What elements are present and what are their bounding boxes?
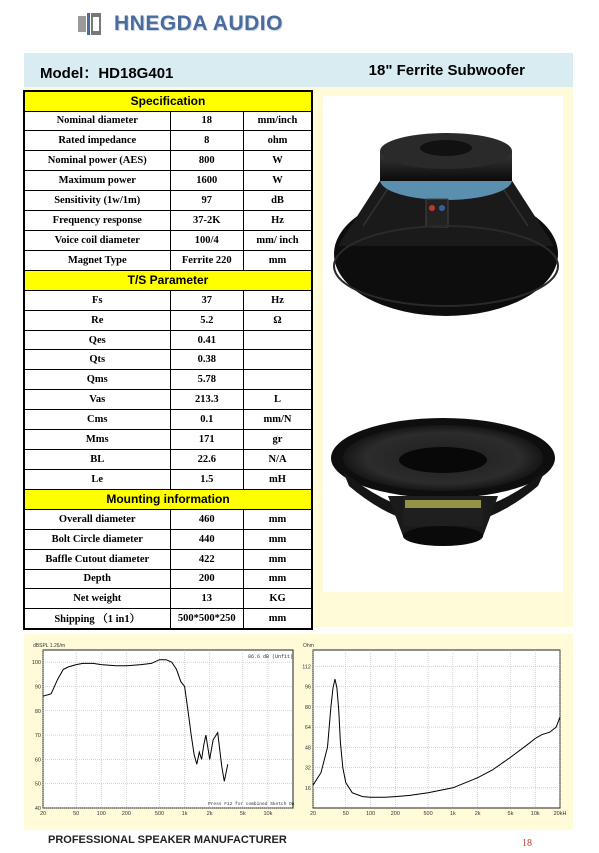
cell-name: Frequency response xyxy=(24,211,170,231)
table-row xyxy=(24,151,312,171)
model-header xyxy=(24,53,573,87)
cell-unit: mm xyxy=(244,250,313,270)
table-row xyxy=(24,569,312,589)
cell-name: Re xyxy=(24,310,170,330)
x-tick-label: 500 xyxy=(154,811,165,817)
cell-value: 97 xyxy=(170,191,244,211)
cell-unit xyxy=(244,330,313,350)
table-row xyxy=(24,230,312,250)
y-tick-label: 96 xyxy=(304,684,311,691)
x-tick-label: 5k xyxy=(507,811,514,817)
cell-value: 0.38 xyxy=(170,350,244,370)
y-tick-label: 80 xyxy=(34,708,41,715)
cell-unit: Ω xyxy=(244,310,313,330)
cell-name: Shipping （1 in1） xyxy=(24,609,170,629)
plot-frame xyxy=(313,650,560,808)
cell-unit: mm xyxy=(244,609,313,629)
cell-name: Nominal power (AES) xyxy=(24,151,170,171)
model-label: Model：HD18G401 xyxy=(40,65,174,82)
table-row xyxy=(24,131,312,151)
cell-value: 1.5 xyxy=(170,469,244,489)
product-photos xyxy=(323,96,563,592)
y-tick-label: 64 xyxy=(304,725,311,732)
cell-value: 100/4 xyxy=(170,230,244,250)
y-tick-label: 48 xyxy=(304,745,311,752)
table-row xyxy=(24,330,312,350)
y-tick-label: 112 xyxy=(302,664,311,671)
brand-logo xyxy=(78,9,283,39)
table-row xyxy=(24,390,312,410)
x-tick-label: 10k xyxy=(263,811,273,817)
cell-name: Qes xyxy=(24,330,170,350)
table-row xyxy=(24,290,312,310)
x-tick-label: 20 xyxy=(39,811,47,817)
cell-unit: W xyxy=(244,151,313,171)
cell-value: 37 xyxy=(170,290,244,310)
cell-unit: W xyxy=(244,171,313,191)
speaker-rear-photo xyxy=(334,133,558,316)
table-row xyxy=(24,410,312,430)
x-tick-label: 100 xyxy=(96,811,106,817)
cell-unit: mm/ inch xyxy=(244,230,313,250)
table-row xyxy=(24,450,312,470)
cell-value: 18 xyxy=(170,111,244,131)
section-mounting: Mounting information xyxy=(24,489,312,509)
y-tick-label: 90 xyxy=(34,684,41,691)
x-tick-label: 2k xyxy=(474,811,481,817)
logo-mark-icon xyxy=(78,13,108,35)
cell-value: 422 xyxy=(170,549,244,569)
spec-table xyxy=(23,90,313,630)
cell-name: Fs xyxy=(24,290,170,310)
table-row xyxy=(24,310,312,330)
table-row xyxy=(24,350,312,370)
cell-value: 22.6 xyxy=(170,450,244,470)
cell-name: BL xyxy=(24,450,170,470)
cell-unit: N/A xyxy=(244,450,313,470)
cell-unit: Hz xyxy=(244,211,313,231)
cell-unit: dB xyxy=(244,191,313,211)
table-row xyxy=(24,469,312,489)
cell-unit: mm/inch xyxy=(244,111,313,131)
x-tick-label: 10k xyxy=(530,811,540,817)
table-row xyxy=(24,211,312,231)
table-row xyxy=(24,609,312,629)
cell-unit: mm xyxy=(244,529,313,549)
cell-name: Rated impedance xyxy=(24,131,170,151)
table-row xyxy=(24,250,312,270)
cell-name: Overall diameter xyxy=(24,509,170,529)
cell-unit: gr xyxy=(244,430,313,450)
cell-value: 13 xyxy=(170,589,244,609)
cell-unit: ohm xyxy=(244,131,313,151)
y-tick-label: 80 xyxy=(304,704,311,711)
cell-unit: mm/N xyxy=(244,410,313,430)
cell-value: 500*500*250 xyxy=(170,609,244,629)
x-tick-label: 100 xyxy=(365,811,376,817)
x-tick-label: 20kH xyxy=(553,811,567,817)
cell-name: Cms xyxy=(24,410,170,430)
table-row xyxy=(24,529,312,549)
x-tick-label: 1k xyxy=(449,811,456,817)
cell-value: 171 xyxy=(170,430,244,450)
y-tick-label: 60 xyxy=(34,757,41,764)
plot-frame xyxy=(43,650,293,808)
cell-value: 0.41 xyxy=(170,330,244,350)
y-tick-label: 100 xyxy=(31,660,41,667)
cell-unit xyxy=(244,350,313,370)
x-tick-label: 2k xyxy=(206,811,213,817)
cell-value: 5.2 xyxy=(170,310,244,330)
speaker-front-photo xyxy=(331,418,555,546)
cell-value: Ferrite 220 xyxy=(170,250,244,270)
table-row xyxy=(24,430,312,450)
cell-unit xyxy=(244,370,313,390)
cell-unit: Hz xyxy=(244,290,313,310)
cell-value: 200 xyxy=(170,569,244,589)
cell-name: Qts xyxy=(24,350,170,370)
cell-value: 213.3 xyxy=(170,390,244,410)
cell-name: Bolt Circle diameter xyxy=(24,529,170,549)
table-row xyxy=(24,509,312,529)
section-ts-parameter: T/S Parameter xyxy=(24,270,312,290)
cell-name: Maximum power xyxy=(24,171,170,191)
chart-annotation: 86.6 dB (Unfit) xyxy=(248,654,294,660)
cell-value: 8 xyxy=(170,131,244,151)
cell-value: 5.78 xyxy=(170,370,244,390)
cell-unit: mH xyxy=(244,469,313,489)
table-row xyxy=(24,370,312,390)
cell-name: Nominal diameter xyxy=(24,111,170,131)
cell-unit: KG xyxy=(244,589,313,609)
product-type: 18" Ferrite Subwoofer xyxy=(368,62,525,79)
y-tick-label: 16 xyxy=(304,785,311,792)
cell-name: Mms xyxy=(24,430,170,450)
cell-name: Voice coil diameter xyxy=(24,230,170,250)
x-tick-label: 200 xyxy=(121,811,131,817)
cell-unit: L xyxy=(244,390,313,410)
cell-name: Baffle Cutout diameter xyxy=(24,549,170,569)
cell-name: Qms xyxy=(24,370,170,390)
cell-value: 1600 xyxy=(170,171,244,191)
y-axis-label: dBSPL 1.26/m xyxy=(33,643,66,649)
y-tick-label: 40 xyxy=(34,806,41,812)
x-tick-label: 200 xyxy=(390,811,400,817)
table-row xyxy=(24,191,312,211)
page-number: 18 xyxy=(522,838,532,849)
x-tick-label: 20 xyxy=(309,811,317,817)
cell-name: Sensitivity (1w/1m) xyxy=(24,191,170,211)
response-graphs xyxy=(28,638,568,825)
y-tick-label: 32 xyxy=(304,765,311,772)
x-tick-label: 5k xyxy=(239,811,246,817)
cell-value: 37-2K xyxy=(170,211,244,231)
table-row xyxy=(24,171,312,191)
footer-title: PROFESSIONAL SPEAKER MANUFACTURER xyxy=(48,834,287,846)
cell-name: Magnet Type xyxy=(24,250,170,270)
x-tick-label: 50 xyxy=(73,811,80,817)
cell-unit: mm xyxy=(244,509,313,529)
cell-name: Le xyxy=(24,469,170,489)
cell-name: Net weight xyxy=(24,589,170,609)
brand-name: HNEGDA AUDIO xyxy=(114,12,283,35)
cell-value: 440 xyxy=(170,529,244,549)
section-specification: Specification xyxy=(24,91,312,111)
cell-unit: mm xyxy=(244,569,313,589)
cell-unit: mm xyxy=(244,549,313,569)
chart-footnote: Press F12 for combined Sketch On xyxy=(208,802,295,807)
x-tick-label: 500 xyxy=(423,811,433,817)
table-row xyxy=(24,549,312,569)
cell-value: 800 xyxy=(170,151,244,171)
cell-name: Vas xyxy=(24,390,170,410)
cell-value: 460 xyxy=(170,509,244,529)
table-row xyxy=(24,111,312,131)
x-tick-label: 1k xyxy=(181,811,188,817)
y-tick-label: 70 xyxy=(34,733,41,740)
cell-value: 0.1 xyxy=(170,410,244,430)
y-tick-label: 50 xyxy=(34,781,41,788)
cell-name: Depth xyxy=(24,569,170,589)
x-tick-label: 50 xyxy=(342,811,349,817)
y-axis-label: Ohm xyxy=(303,643,314,649)
table-row xyxy=(24,589,312,609)
